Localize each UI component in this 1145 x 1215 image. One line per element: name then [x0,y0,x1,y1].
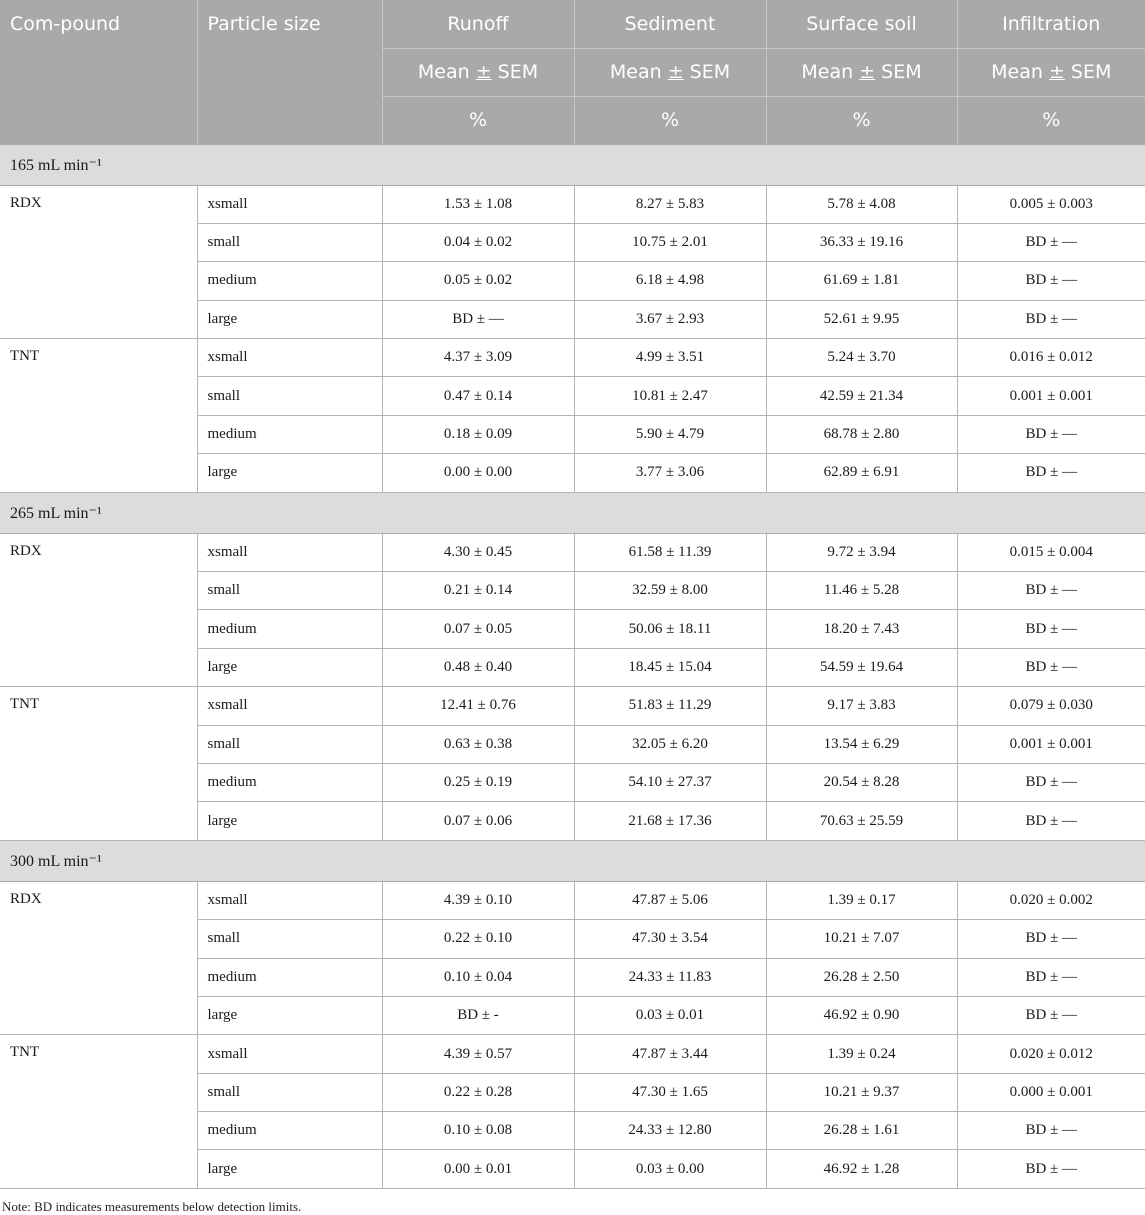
table-header [0,0,1145,144]
value-cell: 24.33 ± 12.80 [574,1112,766,1150]
value-cell: 10.75 ± 2.01 [574,223,766,261]
flow-rate-group-row [0,840,1145,881]
value-cell: 32.59 ± 8.00 [574,572,766,610]
particle-size-cell: xsmall [197,1035,382,1073]
value-cell: 47.30 ± 1.65 [574,1073,766,1111]
value-cell: 11.46 ± 5.28 [766,572,957,610]
header-unit-infiltration: % [957,96,1145,144]
flow-rate-label: 165 mL min⁻¹ [0,144,1145,185]
value-cell: 20.54 ± 8.28 [766,763,957,801]
table-row [0,339,1145,377]
particle-size-cell: medium [197,958,382,996]
value-cell: BD ± — [957,958,1145,996]
value-cell: 0.00 ± 0.00 [382,454,574,492]
value-cell: 70.63 ± 25.59 [766,802,957,840]
particle-size-cell: large [197,996,382,1034]
value-cell: 0.015 ± 0.004 [957,533,1145,571]
particle-size-cell: xsmall [197,185,382,223]
table-row [0,185,1145,223]
particle-size-cell: medium [197,610,382,648]
value-cell: BD ± — [957,262,1145,300]
particle-size-cell: small [197,920,382,958]
particle-size-cell: large [197,648,382,686]
value-cell: 4.39 ± 0.10 [382,881,574,919]
value-cell: BD ± — [957,300,1145,338]
value-cell: 0.25 ± 0.19 [382,763,574,801]
table-note: Note: BD indicates measurements below detection limits. [2,1199,302,1214]
particle-size-cell: xsmall [197,339,382,377]
value-cell: 54.10 ± 27.37 [574,763,766,801]
particle-size-cell: medium [197,763,382,801]
compound-cell: RDX [0,533,197,687]
flow-rate-group-row [0,144,1145,185]
value-cell: BD ± — [957,610,1145,648]
value-cell: 26.28 ± 1.61 [766,1112,957,1150]
header-unit-surface-soil: % [766,96,957,144]
value-cell: 0.07 ± 0.06 [382,802,574,840]
value-cell: 0.000 ± 0.001 [957,1073,1145,1111]
value-cell: 50.06 ± 18.11 [574,610,766,648]
value-cell: 52.61 ± 9.95 [766,300,957,338]
value-cell: 47.87 ± 3.44 [574,1035,766,1073]
value-cell: 10.21 ± 7.07 [766,920,957,958]
header-stat-surface-soil: Mean ± SEM [766,48,957,96]
value-cell: BD ± — [382,300,574,338]
header-runoff: Runoff [382,0,574,48]
value-cell: 42.59 ± 21.34 [766,377,957,415]
value-cell: 0.18 ± 0.09 [382,415,574,453]
value-cell: 0.03 ± 0.00 [574,1150,766,1188]
value-cell: 0.00 ± 0.01 [382,1150,574,1188]
value-cell: 47.30 ± 3.54 [574,920,766,958]
value-cell: 68.78 ± 2.80 [766,415,957,453]
particle-size-cell: large [197,300,382,338]
particle-size-cell: medium [197,262,382,300]
value-cell: 0.22 ± 0.10 [382,920,574,958]
value-cell: 24.33 ± 11.83 [574,958,766,996]
value-cell: 26.28 ± 2.50 [766,958,957,996]
value-cell: 9.17 ± 3.83 [766,687,957,725]
particle-size-cell: large [197,454,382,492]
compound-cell: RDX [0,881,197,1035]
value-cell: 36.33 ± 19.16 [766,223,957,261]
header-stat-runoff: Mean ± SEM [382,48,574,96]
header-infiltration: Infiltration [957,0,1145,48]
value-cell: 3.77 ± 3.06 [574,454,766,492]
value-cell: 0.020 ± 0.012 [957,1035,1145,1073]
value-cell: 0.47 ± 0.14 [382,377,574,415]
value-cell: 4.30 ± 0.45 [382,533,574,571]
header-surface-soil: Surface soil [766,0,957,48]
particle-size-cell: small [197,572,382,610]
value-cell: BD ± — [957,1112,1145,1150]
value-cell: 0.020 ± 0.002 [957,881,1145,919]
value-cell: 0.10 ± 0.08 [382,1112,574,1150]
value-cell: 0.07 ± 0.05 [382,610,574,648]
value-cell: 46.92 ± 0.90 [766,996,957,1034]
value-cell: BD ± — [957,572,1145,610]
value-cell: BD ± — [957,454,1145,492]
value-cell: 1.39 ± 0.17 [766,881,957,919]
particle-size-cell: small [197,377,382,415]
compound-cell: TNT [0,339,197,493]
value-cell: 18.20 ± 7.43 [766,610,957,648]
value-cell: BD ± — [957,415,1145,453]
table-body [0,144,1145,1188]
value-cell: 51.83 ± 11.29 [574,687,766,725]
value-cell: 5.78 ± 4.08 [766,185,957,223]
particle-size-cell: medium [197,415,382,453]
value-cell: 47.87 ± 5.06 [574,881,766,919]
value-cell: BD ± — [957,802,1145,840]
table-row [0,687,1145,725]
flow-rate-label: 300 mL min⁻¹ [0,840,1145,881]
flow-rate-group-row [0,492,1145,533]
particle-size-cell: small [197,223,382,261]
value-cell: 32.05 ± 6.20 [574,725,766,763]
particle-size-cell: small [197,1073,382,1111]
header-sediment: Sediment [574,0,766,48]
value-cell: 46.92 ± 1.28 [766,1150,957,1188]
value-cell: 6.18 ± 4.98 [574,262,766,300]
value-cell: 0.005 ± 0.003 [957,185,1145,223]
value-cell: 62.89 ± 6.91 [766,454,957,492]
value-cell: 0.48 ± 0.40 [382,648,574,686]
value-cell: 0.22 ± 0.28 [382,1073,574,1111]
table-row [0,881,1145,919]
value-cell: 61.58 ± 11.39 [574,533,766,571]
value-cell: BD ± — [957,920,1145,958]
value-cell: 61.69 ± 1.81 [766,262,957,300]
value-cell: 13.54 ± 6.29 [766,725,957,763]
value-cell: BD ± - [382,996,574,1034]
value-cell: BD ± — [957,223,1145,261]
particle-size-cell: xsmall [197,881,382,919]
particle-size-cell: xsmall [197,687,382,725]
value-cell: 0.63 ± 0.38 [382,725,574,763]
value-cell: BD ± — [957,763,1145,801]
flow-rate-label: 265 mL min⁻¹ [0,492,1145,533]
value-cell: 0.10 ± 0.04 [382,958,574,996]
value-cell: 21.68 ± 17.36 [574,802,766,840]
value-cell: 8.27 ± 5.83 [574,185,766,223]
value-cell: 5.24 ± 3.70 [766,339,957,377]
value-cell: 0.079 ± 0.030 [957,687,1145,725]
value-cell: 12.41 ± 0.76 [382,687,574,725]
value-cell: 0.05 ± 0.02 [382,262,574,300]
value-cell: 0.03 ± 0.01 [574,996,766,1034]
particle-size-cell: xsmall [197,533,382,571]
value-cell: 1.53 ± 1.08 [382,185,574,223]
compound-cell: RDX [0,185,197,339]
compound-cell: TNT [0,687,197,841]
value-cell: 9.72 ± 3.94 [766,533,957,571]
table-row [0,1035,1145,1073]
particle-size-cell: medium [197,1112,382,1150]
value-cell: 4.37 ± 3.09 [382,339,574,377]
value-cell: 54.59 ± 19.64 [766,648,957,686]
value-cell: BD ± — [957,648,1145,686]
header-unit-runoff: % [382,96,574,144]
table-row [0,533,1145,571]
compound-cell: TNT [0,1035,197,1189]
value-cell: 0.04 ± 0.02 [382,223,574,261]
header-compound: Com-pound [0,0,197,144]
header-stat-sediment: Mean ± SEM [574,48,766,96]
value-cell: 5.90 ± 4.79 [574,415,766,453]
value-cell: BD ± — [957,1150,1145,1188]
value-cell: 0.001 ± 0.001 [957,377,1145,415]
value-cell: 10.21 ± 9.37 [766,1073,957,1111]
header-particle-size: Particle size [197,0,382,144]
header-stat-infiltration: Mean ± SEM [957,48,1145,96]
value-cell: 4.39 ± 0.57 [382,1035,574,1073]
particle-size-cell: large [197,1150,382,1188]
header-unit-sediment: % [574,96,766,144]
value-cell: 18.45 ± 15.04 [574,648,766,686]
value-cell: 0.016 ± 0.012 [957,339,1145,377]
value-cell: 1.39 ± 0.24 [766,1035,957,1073]
value-cell: 10.81 ± 2.47 [574,377,766,415]
value-cell: 0.001 ± 0.001 [957,725,1145,763]
particle-size-cell: large [197,802,382,840]
value-cell: BD ± — [957,996,1145,1034]
value-cell: 0.21 ± 0.14 [382,572,574,610]
particle-size-cell: small [197,725,382,763]
value-cell: 4.99 ± 3.51 [574,339,766,377]
value-cell: 3.67 ± 2.93 [574,300,766,338]
